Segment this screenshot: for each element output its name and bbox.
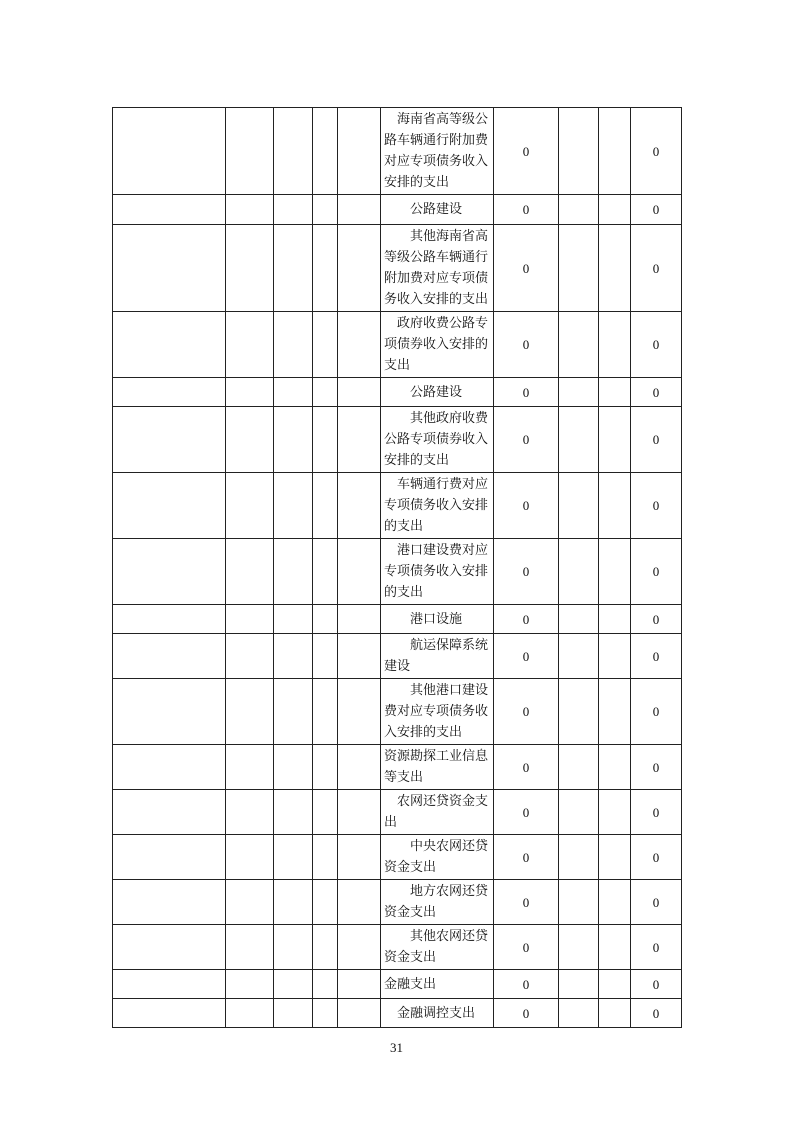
empty-cell bbox=[559, 312, 599, 378]
empty-cell bbox=[226, 605, 274, 634]
amount-cell: 0 bbox=[494, 790, 559, 835]
empty-cell bbox=[226, 108, 274, 195]
empty-cell bbox=[226, 679, 274, 745]
empty-cell bbox=[559, 880, 599, 925]
total-cell: 0 bbox=[631, 999, 682, 1028]
empty-cell bbox=[113, 539, 226, 605]
empty-cell bbox=[313, 880, 338, 925]
empty-cell bbox=[313, 539, 338, 605]
empty-cell bbox=[313, 925, 338, 970]
empty-cell bbox=[313, 970, 338, 999]
total-cell: 0 bbox=[631, 925, 682, 970]
empty-cell bbox=[274, 473, 313, 539]
empty-cell bbox=[226, 225, 274, 312]
item-name-cell: 公路建设 bbox=[381, 378, 494, 407]
empty-cell bbox=[113, 790, 226, 835]
empty-cell bbox=[599, 999, 631, 1028]
table-row bbox=[113, 195, 682, 225]
empty-cell bbox=[599, 539, 631, 605]
empty-cell bbox=[559, 473, 599, 539]
empty-cell bbox=[113, 970, 226, 999]
total-cell: 0 bbox=[631, 880, 682, 925]
empty-cell bbox=[274, 790, 313, 835]
total-cell: 0 bbox=[631, 970, 682, 999]
empty-cell bbox=[274, 407, 313, 473]
empty-cell bbox=[313, 679, 338, 745]
empty-cell bbox=[226, 634, 274, 679]
empty-cell bbox=[274, 605, 313, 634]
item-name-cell: 港口设施 bbox=[381, 605, 494, 634]
empty-cell bbox=[226, 407, 274, 473]
empty-cell bbox=[113, 225, 226, 312]
empty-cell bbox=[338, 634, 381, 679]
table-row bbox=[113, 970, 682, 999]
empty-cell bbox=[113, 679, 226, 745]
item-name-cell: 车辆通行费对应专项债务收入安排的支出 bbox=[381, 473, 494, 539]
empty-cell bbox=[559, 378, 599, 407]
empty-cell bbox=[274, 835, 313, 880]
empty-cell bbox=[274, 999, 313, 1028]
empty-cell bbox=[559, 925, 599, 970]
item-name-cell: 其他港口建设费对应专项债务收入安排的支出 bbox=[381, 679, 494, 745]
empty-cell bbox=[226, 835, 274, 880]
empty-cell bbox=[599, 745, 631, 790]
empty-cell bbox=[599, 679, 631, 745]
empty-cell bbox=[274, 195, 313, 225]
item-name-cell: 海南省高等级公路车辆通行附加费对应专项债务收入安排的支出 bbox=[381, 108, 494, 195]
empty-cell bbox=[274, 225, 313, 312]
table-row bbox=[113, 835, 682, 880]
table-row bbox=[113, 473, 682, 539]
table-row bbox=[113, 539, 682, 605]
item-name-cell: 农网还贷资金支出 bbox=[381, 790, 494, 835]
empty-cell bbox=[226, 790, 274, 835]
empty-cell bbox=[338, 745, 381, 790]
item-name-cell: 中央农网还贷资金支出 bbox=[381, 835, 494, 880]
empty-cell bbox=[113, 634, 226, 679]
amount-cell: 0 bbox=[494, 225, 559, 312]
total-cell: 0 bbox=[631, 312, 682, 378]
empty-cell bbox=[113, 880, 226, 925]
empty-cell bbox=[313, 634, 338, 679]
empty-cell bbox=[113, 605, 226, 634]
empty-cell bbox=[338, 925, 381, 970]
amount-cell: 0 bbox=[494, 745, 559, 790]
empty-cell bbox=[274, 539, 313, 605]
budget-table bbox=[112, 107, 682, 1028]
item-name-cell: 其他政府收费公路专项债券收入安排的支出 bbox=[381, 407, 494, 473]
item-name-cell: 金融支出 bbox=[381, 970, 494, 999]
item-name-cell: 地方农网还贷资金支出 bbox=[381, 880, 494, 925]
empty-cell bbox=[559, 999, 599, 1028]
amount-cell: 0 bbox=[494, 679, 559, 745]
amount-cell: 0 bbox=[494, 999, 559, 1028]
empty-cell bbox=[599, 195, 631, 225]
empty-cell bbox=[599, 880, 631, 925]
empty-cell bbox=[559, 745, 599, 790]
empty-cell bbox=[338, 108, 381, 195]
empty-cell bbox=[559, 679, 599, 745]
table-row bbox=[113, 925, 682, 970]
empty-cell bbox=[226, 195, 274, 225]
empty-cell bbox=[313, 745, 338, 790]
empty-cell bbox=[226, 745, 274, 790]
empty-cell bbox=[113, 835, 226, 880]
empty-cell bbox=[338, 407, 381, 473]
item-name-cell: 公路建设 bbox=[381, 195, 494, 225]
empty-cell bbox=[338, 835, 381, 880]
empty-cell bbox=[226, 970, 274, 999]
total-cell: 0 bbox=[631, 378, 682, 407]
empty-cell bbox=[599, 378, 631, 407]
empty-cell bbox=[338, 970, 381, 999]
total-cell: 0 bbox=[631, 225, 682, 312]
empty-cell bbox=[274, 679, 313, 745]
table-row bbox=[113, 999, 682, 1028]
total-cell: 0 bbox=[631, 539, 682, 605]
empty-cell bbox=[274, 970, 313, 999]
amount-cell: 0 bbox=[494, 539, 559, 605]
amount-cell: 0 bbox=[494, 312, 559, 378]
table-row bbox=[113, 312, 682, 378]
empty-cell bbox=[113, 999, 226, 1028]
total-cell: 0 bbox=[631, 790, 682, 835]
empty-cell bbox=[338, 312, 381, 378]
empty-cell bbox=[226, 473, 274, 539]
item-name-cell: 其他海南省高等级公路车辆通行附加费对应专项债务收入安排的支出 bbox=[381, 225, 494, 312]
table-row bbox=[113, 108, 682, 195]
item-name-cell: 港口建设费对应专项债务收入安排的支出 bbox=[381, 539, 494, 605]
table-row bbox=[113, 378, 682, 407]
empty-cell bbox=[274, 378, 313, 407]
total-cell: 0 bbox=[631, 835, 682, 880]
empty-cell bbox=[226, 880, 274, 925]
empty-cell bbox=[559, 195, 599, 225]
empty-cell bbox=[313, 108, 338, 195]
table-row bbox=[113, 790, 682, 835]
empty-cell bbox=[313, 407, 338, 473]
table-row bbox=[113, 634, 682, 679]
empty-cell bbox=[113, 925, 226, 970]
empty-cell bbox=[559, 634, 599, 679]
empty-cell bbox=[226, 312, 274, 378]
empty-cell bbox=[226, 378, 274, 407]
empty-cell bbox=[313, 790, 338, 835]
total-cell: 0 bbox=[631, 108, 682, 195]
empty-cell bbox=[113, 195, 226, 225]
empty-cell bbox=[559, 835, 599, 880]
amount-cell: 0 bbox=[494, 880, 559, 925]
empty-cell bbox=[226, 999, 274, 1028]
empty-cell bbox=[313, 473, 338, 539]
empty-cell bbox=[338, 880, 381, 925]
empty-cell bbox=[113, 378, 226, 407]
empty-cell bbox=[599, 407, 631, 473]
table-row bbox=[113, 745, 682, 790]
empty-cell bbox=[313, 225, 338, 312]
table-row bbox=[113, 605, 682, 634]
empty-cell bbox=[113, 745, 226, 790]
empty-cell bbox=[274, 925, 313, 970]
empty-cell bbox=[113, 108, 226, 195]
empty-cell bbox=[313, 195, 338, 225]
total-cell: 0 bbox=[631, 407, 682, 473]
empty-cell bbox=[599, 925, 631, 970]
empty-cell bbox=[226, 925, 274, 970]
empty-cell bbox=[599, 790, 631, 835]
empty-cell bbox=[338, 999, 381, 1028]
empty-cell bbox=[274, 312, 313, 378]
empty-cell bbox=[226, 539, 274, 605]
amount-cell: 0 bbox=[494, 605, 559, 634]
empty-cell bbox=[599, 225, 631, 312]
amount-cell: 0 bbox=[494, 634, 559, 679]
empty-cell bbox=[313, 312, 338, 378]
empty-cell bbox=[559, 539, 599, 605]
empty-cell bbox=[313, 378, 338, 407]
item-name-cell: 政府收费公路专项债券收入安排的支出 bbox=[381, 312, 494, 378]
amount-cell: 0 bbox=[494, 925, 559, 970]
amount-cell: 0 bbox=[494, 473, 559, 539]
empty-cell bbox=[313, 605, 338, 634]
amount-cell: 0 bbox=[494, 835, 559, 880]
empty-cell bbox=[559, 407, 599, 473]
amount-cell: 0 bbox=[494, 195, 559, 225]
total-cell: 0 bbox=[631, 634, 682, 679]
amount-cell: 0 bbox=[494, 108, 559, 195]
page-number: 31 bbox=[390, 1040, 403, 1055]
empty-cell bbox=[274, 880, 313, 925]
empty-cell bbox=[599, 605, 631, 634]
empty-cell bbox=[338, 605, 381, 634]
table-body bbox=[113, 108, 682, 1028]
table-row bbox=[113, 225, 682, 312]
empty-cell bbox=[338, 790, 381, 835]
empty-cell bbox=[559, 108, 599, 195]
empty-cell bbox=[338, 378, 381, 407]
amount-cell: 0 bbox=[494, 378, 559, 407]
empty-cell bbox=[313, 835, 338, 880]
empty-cell bbox=[274, 634, 313, 679]
empty-cell bbox=[338, 473, 381, 539]
table-row bbox=[113, 679, 682, 745]
empty-cell bbox=[113, 473, 226, 539]
item-name-cell: 资源勘探工业信息等支出 bbox=[381, 745, 494, 790]
empty-cell bbox=[599, 473, 631, 539]
empty-cell bbox=[599, 312, 631, 378]
item-name-cell: 金融调控支出 bbox=[381, 999, 494, 1028]
empty-cell bbox=[559, 225, 599, 312]
empty-cell bbox=[559, 970, 599, 999]
empty-cell bbox=[599, 970, 631, 999]
amount-cell: 0 bbox=[494, 407, 559, 473]
empty-cell bbox=[338, 679, 381, 745]
empty-cell bbox=[338, 195, 381, 225]
empty-cell bbox=[274, 745, 313, 790]
table-row bbox=[113, 880, 682, 925]
empty-cell bbox=[338, 225, 381, 312]
empty-cell bbox=[113, 312, 226, 378]
empty-cell bbox=[559, 790, 599, 835]
amount-cell: 0 bbox=[494, 970, 559, 999]
empty-cell bbox=[599, 835, 631, 880]
total-cell: 0 bbox=[631, 679, 682, 745]
empty-cell bbox=[338, 539, 381, 605]
item-name-cell: 其他农网还贷资金支出 bbox=[381, 925, 494, 970]
empty-cell bbox=[113, 407, 226, 473]
empty-cell bbox=[274, 108, 313, 195]
empty-cell bbox=[599, 108, 631, 195]
empty-cell bbox=[559, 605, 599, 634]
empty-cell bbox=[313, 999, 338, 1028]
total-cell: 0 bbox=[631, 473, 682, 539]
total-cell: 0 bbox=[631, 745, 682, 790]
empty-cell bbox=[599, 634, 631, 679]
item-name-cell: 航运保障系统建设 bbox=[381, 634, 494, 679]
total-cell: 0 bbox=[631, 605, 682, 634]
table-row bbox=[113, 407, 682, 473]
total-cell: 0 bbox=[631, 195, 682, 225]
